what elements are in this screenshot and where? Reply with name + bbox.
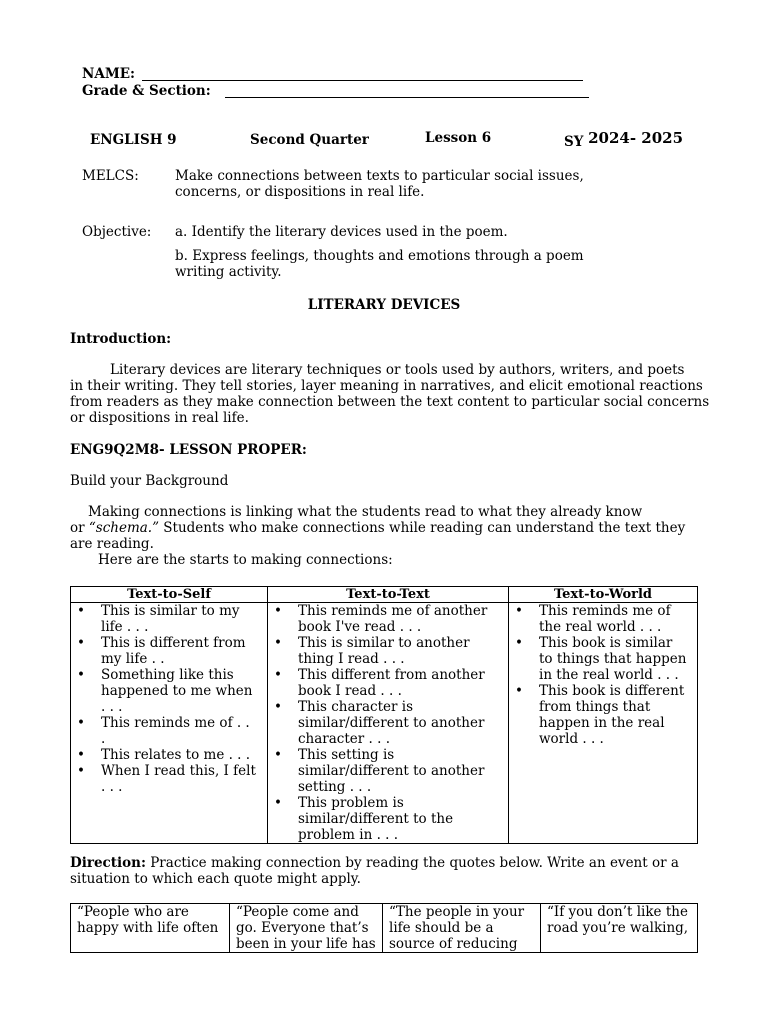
build-line-1: Making connections is linking what the students read to what they already know <box>88 504 643 520</box>
text-to-self-cell <box>71 603 268 844</box>
text-to-text-item-line: setting . . . <box>298 779 372 795</box>
name-label: NAME: <box>82 66 136 82</box>
text-to-self-item-line: . . . <box>101 699 123 715</box>
text-to-world-list <box>509 603 697 747</box>
text-to-text-item-line: • This is similar to another <box>298 635 470 651</box>
text-to-text-item <box>268 635 508 667</box>
objective-label: Objective: <box>82 224 152 240</box>
quotes-row <box>71 904 698 953</box>
text-to-text-item-line: thing I read . . . <box>298 651 405 667</box>
quote-cell <box>383 904 541 953</box>
objective-b <box>175 248 584 280</box>
direction-line-2: situation to which each quote might apply. <box>70 871 361 887</box>
text-to-text-item-line: book I've read . . . <box>298 619 422 635</box>
text-to-text-item-line: similar/different to another <box>298 715 485 731</box>
introduction-paragraph <box>70 362 710 426</box>
header-text-to-self: Text-to-Self <box>71 587 268 603</box>
objective-b-line-1: b. Express feelings, thoughts and emotions through a poem <box>175 248 584 264</box>
text-to-self-item-line: happened to me when <box>101 683 253 699</box>
lesson-proper-heading: ENG9Q2M8- LESSON PROPER: <box>70 442 307 458</box>
quote-line: road you’re walking, <box>547 920 689 936</box>
text-to-world-item-line: happen in the real <box>539 715 665 731</box>
direction-line-1 <box>70 855 710 871</box>
page-title: LITERARY DEVICES <box>307 297 461 313</box>
text-to-text-cell <box>268 603 509 844</box>
text-to-text-item <box>268 667 508 699</box>
text-to-world-item-line: • This reminds me of <box>539 603 671 619</box>
text-to-text-item-line: similar/different to another <box>298 763 485 779</box>
introduction-line-4: or dispositions in real life. <box>70 410 249 426</box>
text-to-text-item-line: • This reminds me of another <box>298 603 488 619</box>
text-to-world-item-line: • This book is different <box>539 683 685 699</box>
text-to-self-item-line: • This is different from <box>101 635 246 651</box>
build-background-heading: Build your Background <box>70 473 229 489</box>
name-blank-line[interactable] <box>142 66 583 81</box>
school-year <box>564 129 684 150</box>
text-to-world-item-line: in the real world . . . <box>539 667 679 683</box>
quote-line: life should be a <box>389 920 494 936</box>
introduction-line-1: Literary devices are literary techniques or tools used by authors, writers, and poets <box>110 362 685 378</box>
quote-line: been in your life has <box>236 936 376 952</box>
text-to-self-item-line: . <box>101 731 106 747</box>
build-line-3: are reading. <box>70 536 154 552</box>
build-line-2 <box>70 520 710 536</box>
introduction-line-2: in their writing. They tell stories, layer meaning in narratives, and elicit emotional reactions <box>70 378 703 394</box>
text-to-self-item <box>71 747 267 763</box>
school-year-value: 2024- 2025 <box>588 129 684 147</box>
text-to-world-item <box>509 683 697 747</box>
text-to-text-item-line: • This character is <box>298 699 414 715</box>
objective-a: a. Identify the literary devices used in the poem. <box>175 224 508 240</box>
introduction-heading: Introduction: <box>70 331 172 347</box>
connections-header-row <box>71 587 698 603</box>
objective-b-line-2: writing activity. <box>175 264 282 280</box>
build-line-2-start: or <box>70 520 89 536</box>
subject-label: ENGLISH 9 <box>90 132 177 148</box>
text-to-self-item-line: • When I read this, I felt <box>101 763 256 779</box>
grade-section-blank-line[interactable] <box>225 83 589 98</box>
text-to-self-item <box>71 763 267 795</box>
header-text-to-world: Text-to-World <box>509 587 698 603</box>
text-to-self-item-line: • This relates to me . . . <box>101 747 251 763</box>
text-to-text-item-line: problem in . . . <box>298 827 399 843</box>
quarter-label: Second Quarter <box>250 132 369 148</box>
text-to-self-list <box>71 603 267 795</box>
grade-section-label: Grade & Section: <box>82 83 211 99</box>
school-year-label: SY <box>564 134 584 150</box>
melcs-text <box>175 168 584 200</box>
direction-label: Direction: <box>70 855 146 871</box>
text-to-text-list <box>268 603 508 843</box>
text-to-text-item-line: • This different from another <box>298 667 485 683</box>
quote-line: happy with life often <box>77 920 219 936</box>
text-to-self-item-line: • This is similar to my <box>101 603 240 619</box>
text-to-world-item <box>509 635 697 683</box>
text-to-text-item-line: • This setting is <box>298 747 395 763</box>
text-to-self-item <box>71 603 267 635</box>
text-to-text-item-line: character . . . <box>298 731 390 747</box>
quote-line: “People come and <box>236 904 359 920</box>
quote-line: source of reducing <box>389 936 518 952</box>
text-to-self-item-line: life . . . <box>101 619 149 635</box>
direction-paragraph <box>70 855 710 887</box>
build-background-paragraph <box>70 504 710 568</box>
text-to-text-item <box>268 747 508 795</box>
text-to-self-item <box>71 715 267 747</box>
text-to-world-item-line: to things that happen <box>539 651 687 667</box>
quote-line: go. Everyone that’s <box>236 920 369 936</box>
text-to-text-item <box>268 603 508 635</box>
text-to-self-item-line: • Something like this <box>101 667 234 683</box>
text-to-text-item <box>268 699 508 747</box>
header-text-to-text: Text-to-Text <box>268 587 509 603</box>
melcs-line-1: Make connections between texts to particular social issues, <box>175 168 584 184</box>
quote-line: “If you don’t like the <box>547 904 688 920</box>
text-to-self-item <box>71 667 267 715</box>
text-to-text-item <box>268 795 508 843</box>
melcs-line-2: concerns, or dispositions in real life. <box>175 184 425 200</box>
text-to-self-item <box>71 635 267 667</box>
text-to-self-item-line: . . . <box>101 779 123 795</box>
quote-line: “The people in your <box>389 904 525 920</box>
connections-table <box>70 586 698 844</box>
schema-term: “schema.” <box>88 520 159 536</box>
lesson-label: Lesson 6 <box>425 130 492 146</box>
introduction-line-3: from readers as they make connection between the text content to particular social concerns <box>70 394 710 410</box>
quotes-table <box>70 903 698 953</box>
build-line-4: Here are the starts to making connections: <box>98 552 393 568</box>
text-to-world-cell <box>509 603 698 844</box>
quote-cell <box>71 904 230 953</box>
text-to-world-item-line: from things that <box>539 699 651 715</box>
build-line-2-end: Students who make connections while reading can understand the text they <box>159 520 686 536</box>
text-to-text-item-line: book I read . . . <box>298 683 402 699</box>
direction-line-1-text: Practice making connection by reading the quotes below. Write an event or a <box>145 855 679 871</box>
quote-cell <box>541 904 698 953</box>
connections-body-row <box>71 603 698 844</box>
melcs-label: MELCS: <box>82 168 139 184</box>
text-to-self-item-line: • This reminds me of . . <box>101 715 250 731</box>
text-to-text-item-line: similar/different to the <box>298 811 454 827</box>
quote-line: “People who are <box>77 904 189 920</box>
text-to-world-item-line: world . . . <box>539 731 604 747</box>
text-to-world-item <box>509 603 697 635</box>
text-to-world-item-line: the real world . . . <box>539 619 662 635</box>
quote-cell <box>230 904 383 953</box>
text-to-self-item-line: my life . . <box>101 651 165 667</box>
text-to-world-item-line: • This book is similar <box>539 635 673 651</box>
text-to-text-item-line: • This problem is <box>298 795 404 811</box>
